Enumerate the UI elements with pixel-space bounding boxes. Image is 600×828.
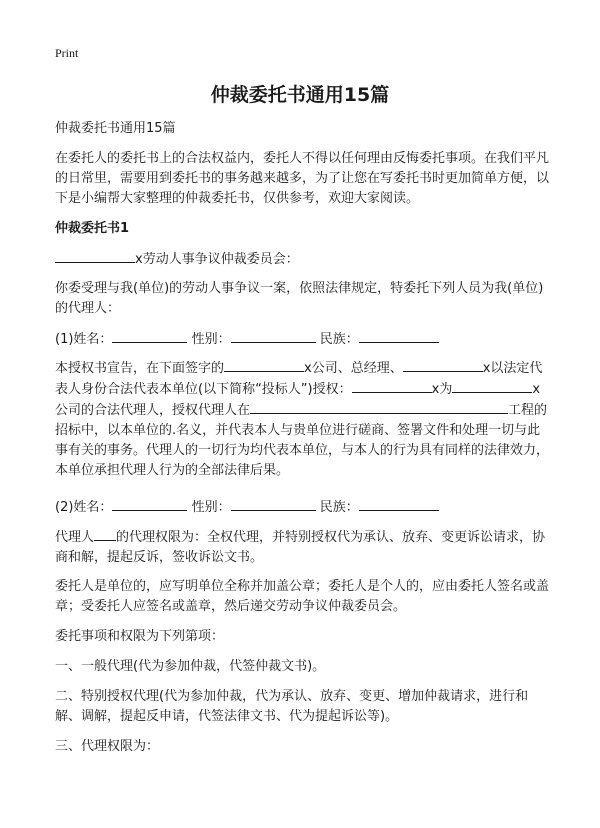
blank-name-1 — [112, 329, 187, 343]
gender-label-1: 性别： — [191, 332, 231, 347]
blank-manager — [403, 358, 483, 372]
authorization-paragraph — [55, 358, 550, 481]
blank-ethnicity-2 — [359, 497, 439, 511]
blank-gender-1 — [231, 329, 316, 343]
blank-ethnicity-1 — [359, 329, 439, 343]
auth-text-1: 本授权书宣告，在下面签字的 — [55, 361, 225, 376]
blank-agent — [94, 527, 116, 541]
blank-signer — [224, 358, 304, 372]
section-heading-1: 仲裁委托书1 — [55, 221, 130, 236]
blank-committee — [55, 249, 135, 263]
agent-authority-paragraph — [55, 527, 550, 568]
doc-subtitle: 仲裁委托书通用15篇 — [55, 121, 176, 136]
name-label-2: (2)姓名： — [55, 500, 113, 515]
case-paragraph: 你委受理与我(单位)的劳动人事争议一案，依照法律规定，特委托下列人员为我(单位)的代理人： — [55, 281, 544, 316]
blank-company — [452, 379, 532, 393]
print-link[interactable]: Print — [55, 46, 79, 60]
salutation-text: x劳动人事争议仲裁委员会： — [135, 252, 299, 267]
agent-1-line — [55, 329, 550, 350]
agent-text-1: 代理人 — [55, 530, 95, 545]
agent-text-2: 的代理权限为：全权代理，并特别授权代为承认、放弃、变更诉讼请求，协商和解，提起反诉，签收诉讼文书。 — [55, 530, 546, 565]
auth-text-3: x以法定代表人身份合法代表本单位(以下简称“投标人”)授权： — [55, 361, 543, 397]
scope-paragraph: 三、代理权限为： — [55, 739, 160, 754]
special-agency-paragraph: 二、特别授权代理(代为参加仲裁，代为承认、放弃、变更、增加仲裁请求，进行和解、调解，提起反申请，代签法律文书、代为提起诉讼等)。 — [55, 689, 529, 724]
blank-gender-2 — [231, 497, 316, 511]
blank-authorized — [352, 379, 432, 393]
general-agency-paragraph: 一、一般代理(代为参加仲裁，代签仲裁文书)。 — [55, 659, 326, 674]
ethnicity-label-1: 民族： — [319, 332, 359, 347]
gender-label-2: 性别： — [191, 500, 231, 515]
ethnicity-label-2: 民族： — [319, 500, 359, 515]
blank-project — [250, 400, 508, 414]
auth-text-5: x公司的合法代理人，授权代理人在 — [55, 382, 541, 418]
auth-text-2: x公司、总经理、 — [304, 361, 403, 376]
blank-name-2 — [112, 497, 187, 511]
name-label-1: (1)姓名： — [55, 332, 113, 347]
auth-text-4: x为 — [431, 382, 453, 397]
salutation-line — [55, 249, 550, 270]
auth-text-6: 工程的招标中，以本单位的.名义，并代表本人与贵单位进行磋商、签署文件和处理一切与此事有关的事务。代理人的一切行为均代表本单位，与本人的行为具有同样的法律效力，本单位承担代理人行为的全部法律后果。 — [55, 403, 550, 478]
items-paragraph: 委托事项和权限为下列第项： — [55, 629, 225, 644]
page-title: 仲裁委托书通用15篇 — [210, 84, 390, 106]
intro-paragraph: 在委托人的委托书上的合法权益内，委托人不得以任何理由反悔委托事项。在我们平凡的日常里，需要用到委托书的事务越来越多，为了让您在写委托书时更加简单方便，以下是小编帮大家整理的仲裁委托书，仅供参考，欢迎大家阅读。 — [55, 151, 550, 206]
stamp-paragraph: 委托人是单位的，应写明单位全称并加盖公章；委托人是个人的，应由委托人签名或盖章；受委托人应签名或盖章，然后递交劳动争议仲裁委员会。 — [55, 579, 550, 614]
agent-2-line — [55, 497, 550, 518]
